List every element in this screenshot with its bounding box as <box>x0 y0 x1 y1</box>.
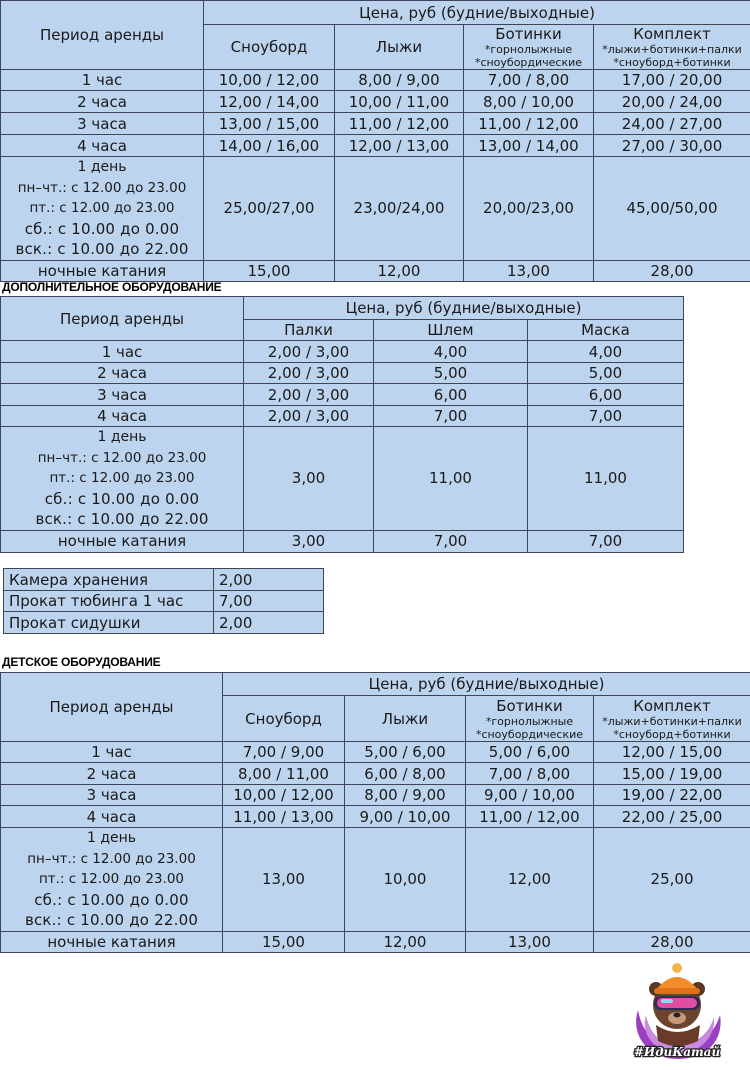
price-header: Цена, руб (будние/выходные) <box>244 297 684 320</box>
period-header: Период аренды <box>1 673 223 742</box>
kids-price-table <box>0 672 750 953</box>
table-row: Камера хранения 2,00 <box>4 569 324 591</box>
extra-equipment-table <box>0 296 684 553</box>
col-snowboard: Сноуборд <box>223 696 345 742</box>
col-mask: Маска <box>528 320 684 341</box>
table-row: 4 часа 14,00 / 16,00 12,00 / 13,00 13,00 / 14,00 27,00 / 30,00 <box>1 135 750 157</box>
table-row: Прокат сидушки 2,00 <box>4 612 324 634</box>
table-row-day: 1 день пн–чт.: с 12.00 до 23.00 пт.: с 12.00 до 23.00 сб.: с 10.00 до 0.00 вск.: с 10.00 до 22.00 3,00 11,00 11,00 <box>1 427 684 531</box>
col-skis: Лыжи <box>335 25 464 70</box>
day-period-cell: 1 день пн–чт.: с 12.00 до 23.00 пт.: с 12.00 до 23.00 сб.: с 10.00 до 0.00 вск.: с 10.00 до 22.00 <box>1 828 223 932</box>
col-poles: Палки <box>244 320 374 341</box>
col-boots: Ботинки *горнолыжные *сноубордические <box>464 25 594 70</box>
table-row-night: ночные катания 15,00 12,00 13,00 28,00 <box>1 931 750 952</box>
col-helmet: Шлем <box>374 320 528 341</box>
table-row: 2 часа 8,00 / 11,00 6,00 / 8,00 7,00 / 8,00 15,00 / 19,00 <box>1 763 750 785</box>
table-row: 3 часа 10,00 / 12,00 8,00 / 9,00 9,00 / 10,00 19,00 / 22,00 <box>1 785 750 806</box>
table-row: Прокат тюбинга 1 час 7,00 <box>4 591 324 612</box>
table-row: 2 часа 2,00 / 3,00 5,00 5,00 <box>1 363 684 384</box>
col-set: Комплект *лыжи+ботинки+палки *сноуборд+ботинки <box>594 696 750 742</box>
table-row: 1 час 2,00 / 3,00 4,00 4,00 <box>1 341 684 363</box>
table-row: 4 часа 2,00 / 3,00 7,00 7,00 <box>1 406 684 427</box>
table-row-night: ночные катания 15,00 12,00 13,00 28,00 <box>1 260 750 281</box>
extra-section-title: ДОПОЛНИТЕЛЬНОЕ ОБОРУДОВАНИЕ <box>2 280 222 294</box>
period-header: Период аренды <box>1 1 204 70</box>
price-header: Цена, руб (будние/выходные) <box>204 1 750 25</box>
table-row-night: ночные катания 3,00 7,00 7,00 <box>1 530 684 552</box>
price-header: Цена, руб (будние/выходные) <box>223 673 750 696</box>
bear-mascot-logo <box>628 955 726 1065</box>
day-period-cell: 1 день пн–чт.: с 12.00 до 23.00 пт.: с 12.00 до 23.00 сб.: с 10.00 до 0.00 вск.: с 10.00 до 22.00 <box>1 427 244 531</box>
misc-services-table <box>3 568 324 634</box>
col-set: Комплект *лыжи+ботинки+палки *сноуборд+ботинки <box>594 25 750 70</box>
logo-hashtag: #ИдиКатай <box>633 1045 721 1059</box>
table-row: 2 часа 12,00 / 14,00 10,00 / 11,00 8,00 / 10,00 20,00 / 24,00 <box>1 91 750 113</box>
kids-section-title: ДЕТСКОЕ ОБОРУДОВАНИЕ <box>2 655 161 669</box>
table-row: 4 часа 11,00 / 13,00 9,00 / 10,00 11,00 / 12,00 22,00 / 25,00 <box>1 806 750 828</box>
table-row-day: 1 день пн–чт.: с 12.00 до 23.00 пт.: с 12.00 до 23.00 сб.: с 10.00 до 0.00 вск.: с 10.00 до 22.00 13,00 10,00 12,00 25,00 <box>1 828 750 932</box>
table-row: 1 час 10,00 / 12,00 8,00 / 9,00 7,00 / 8,00 17,00 / 20,00 <box>1 70 750 91</box>
col-skis: Лыжи <box>345 696 466 742</box>
table-row: 1 час 7,00 / 9,00 5,00 / 6,00 5,00 / 6,00 12,00 / 15,00 <box>1 742 750 763</box>
col-boots: Ботинки *горнолыжные *сноубордические <box>466 696 594 742</box>
period-header: Период аренды <box>1 297 244 341</box>
table-row-day: 1 день пн–чт.: с 12.00 до 23.00 пт.: с 12.00 до 23.00 сб.: с 10.00 до 0.00 вск.: с 10.00 до 22.00 25,00/27,00 23,00/24,00 20,00/23,00 45,00/50,00 <box>1 157 750 261</box>
table-row: 3 часа 2,00 / 3,00 6,00 6,00 <box>1 384 684 406</box>
col-snowboard: Сноуборд <box>204 25 335 70</box>
day-period-cell: 1 день пн–чт.: с 12.00 до 23.00 пт.: с 12.00 до 23.00 сб.: с 10.00 до 0.00 вск.: с 10.00 до 22.00 <box>1 157 204 261</box>
main-price-table <box>0 0 750 282</box>
table-row: 3 часа 13,00 / 15,00 11,00 / 12,00 11,00 / 12,00 24,00 / 27,00 <box>1 113 750 135</box>
